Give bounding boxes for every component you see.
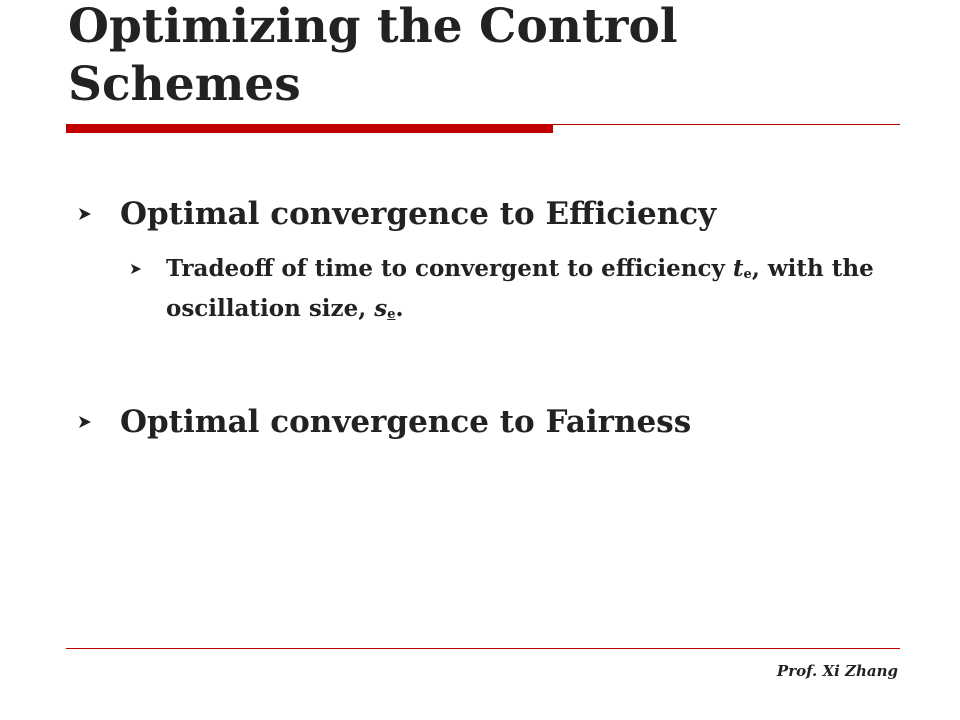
subscript-e: e <box>387 307 396 322</box>
footer-author: Prof. Xi Zhang <box>776 662 898 680</box>
tradeoff-text: Tradeoff of time to convergent to efficiency <box>166 255 733 282</box>
title-line-1: Optimizing the Control <box>68 0 678 54</box>
slide-title <box>68 0 888 114</box>
footer-divider <box>66 648 900 649</box>
title-line-2: Schemes <box>68 57 301 112</box>
oscillation-text: , with the oscillation size, <box>166 255 874 322</box>
arrowhead-bullet-icon <box>78 207 92 221</box>
period: . <box>395 295 404 322</box>
arrowhead-bullet-icon <box>78 415 92 429</box>
title-accent-bar <box>66 125 553 133</box>
bullet-efficiency <box>78 194 878 234</box>
arrowhead-bullet-icon <box>130 263 142 275</box>
sub-bullet-text <box>166 252 890 332</box>
variable-t: t <box>732 255 744 282</box>
bullet-text: Optimal convergence to Fairness <box>120 404 692 440</box>
bullet-text: Optimal convergence to Efficiency <box>120 196 717 232</box>
subscript-e: e <box>743 267 752 282</box>
variable-s: s <box>374 295 388 322</box>
bullet-fairness <box>78 402 878 442</box>
sub-bullet-tradeoff <box>130 252 890 332</box>
